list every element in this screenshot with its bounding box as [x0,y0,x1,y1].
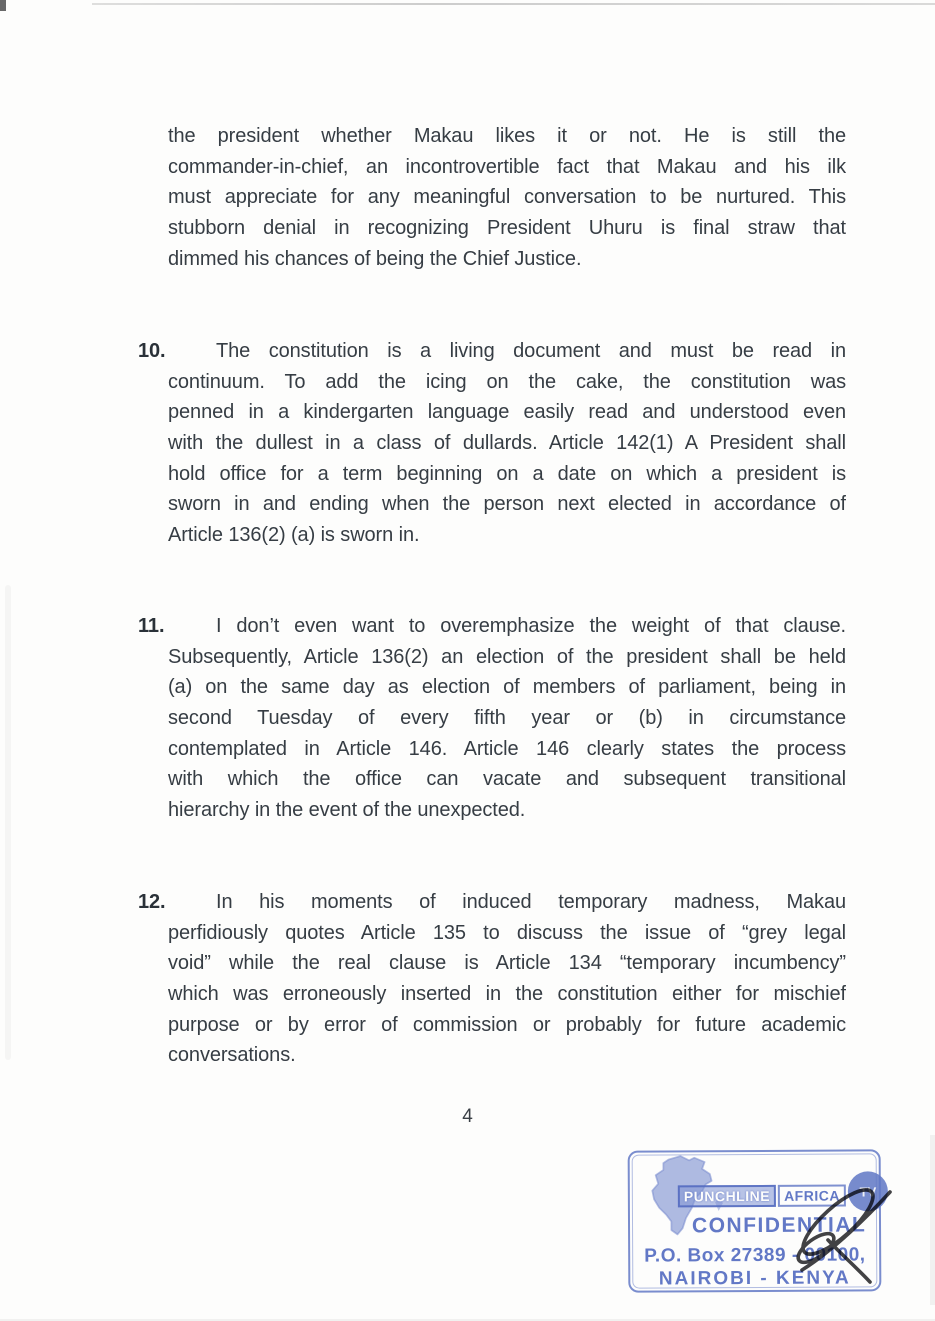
text-line: commander-in-chief, an incontrovertible fact that Makau and his ilk [168,155,846,178]
text-line: must appreciate for any meaningful conversation to be nurtured. This [168,186,846,209]
scan-smudge-left [5,585,11,1060]
text-line: hierarchy in the event of the unexpected. [168,799,526,822]
paragraph-continuation [168,121,846,274]
paragraph-10 [138,336,846,551]
text-line: sworn in and ending when the person next elected in accordance of [168,493,846,516]
stamp-address-line2: NAIROBI - KENYA [658,1267,851,1290]
scan-corner-mark [0,0,6,11]
text-line: second Tuesday of every fifth year or (b) in circumstance [168,707,846,730]
text-line: contemplated in Article 146. Article 146 clearly states the process [168,737,846,760]
paragraph-number: 10. [138,340,166,362]
text-line: hold office for a term beginning on a date on which a president is [168,462,846,485]
text-line: penned in a kindergarten language easily read and understood even [168,401,846,424]
paragraph-12 [138,887,846,1071]
paragraph-number: 12. [138,891,166,913]
scan-edge-line [92,3,935,5]
text-line: conversations. [168,1044,296,1067]
text-line: Subsequently, Article 136(2) an election of the president shall be held [168,645,846,668]
brand-name: PUNCHLINE [678,1185,776,1208]
signature-ink [786,1178,904,1286]
text-line: The constitution is a living document and must be read in [216,340,846,362]
text-line: (a) on the same day as election of members of parliament, being in [168,676,846,699]
text-line: continuum. To add the icing on the cake, the constitution was [168,370,846,393]
text-line: which was erroneously inserted in the constitution either for mischief [168,983,846,1006]
text-line: Article 136(2) (a) is sworn in. [168,524,420,547]
text-line: with which the office can vacate and subsequent transitional [168,768,846,791]
text-line: with the dullest in a class of dullards. Article 142(1) A President shall [168,432,846,455]
stamp-address-line1: P.O. Box 27389 - 00100, [644,1244,866,1267]
scan-smudge-right [930,1135,935,1305]
text-line: purpose or by error of commission or probably for future academic [168,1013,846,1036]
text-line: I don’t even want to overemphasize the weight of that clause. [216,615,846,637]
tv-badge-icon: TV [848,1171,888,1211]
text-line: void” while the real clause is Article 134 “temporary incumbency” [168,952,846,975]
page-number: 4 [462,1106,473,1127]
text-line: perfidiously quotes Article 135 to discuss the issue of “grey legal [168,921,846,944]
paragraph-11 [138,611,846,826]
brand-region: AFRICA [778,1185,846,1207]
confidential-label: CONFIDENTIAL [691,1213,867,1238]
text-line: dimmed his chances of being the Chief Justice. [168,247,582,270]
text-line: stubborn denial in recognizing President Uhuru is final straw that [168,217,846,240]
text-line: In his moments of induced temporary madness, Makau [216,891,846,913]
text-line: the president whether Makau likes it or not. He is still the [168,125,846,147]
paragraph-number: 11. [138,615,165,637]
